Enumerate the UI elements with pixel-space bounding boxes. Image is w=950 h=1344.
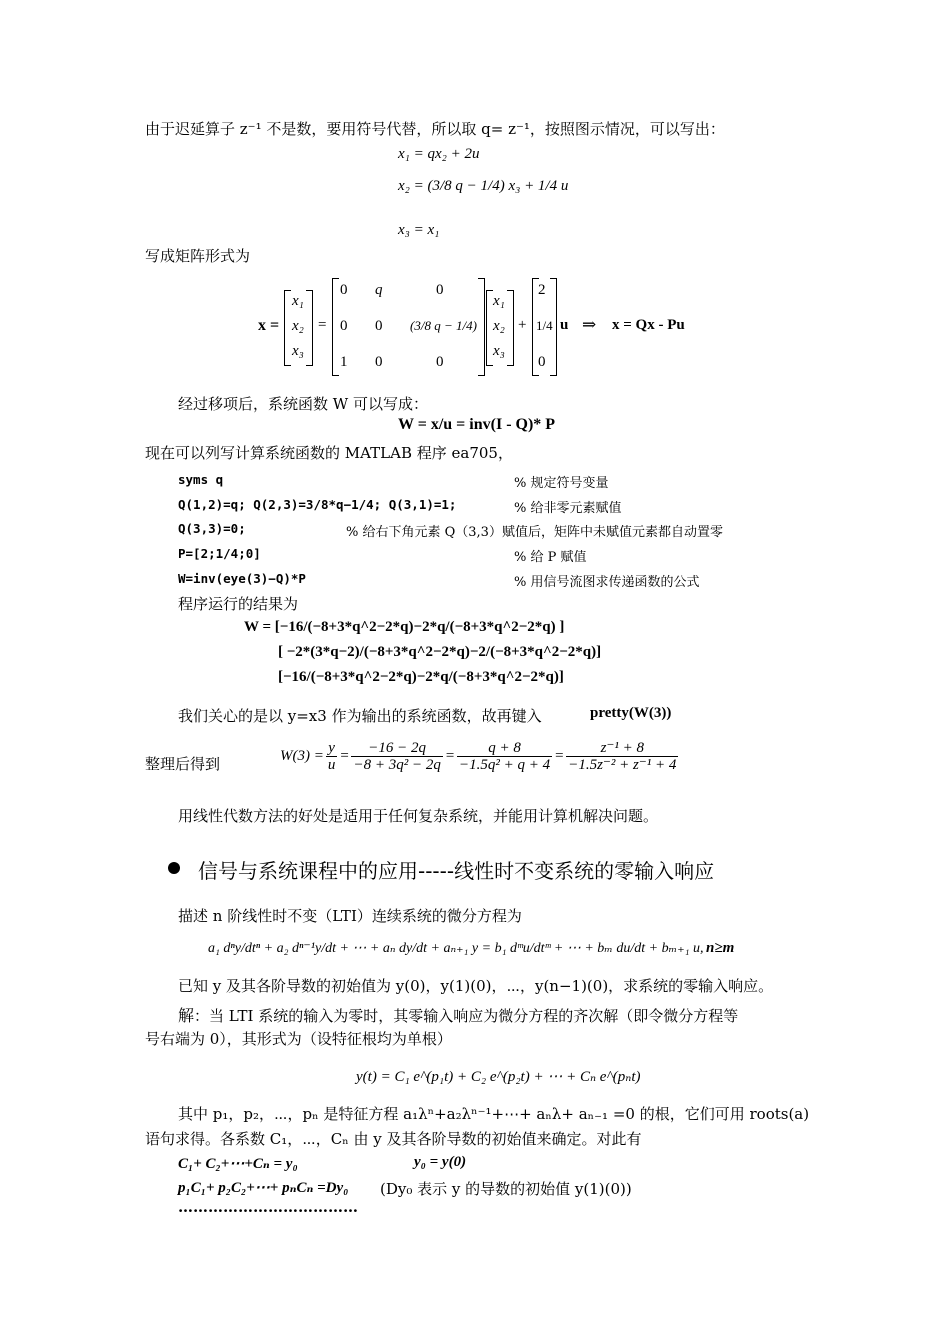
intro-paragraph: 由于迟延算子 z⁻¹ 不是数，要用符号代替，所以取 q= z⁻¹，按照图示情况，可以写出： [145, 120, 725, 138]
implies-arrow: ⇒ [582, 315, 597, 334]
w3-frac-3: $\frac{q + 8}{\text{−1.5q² + q + 4}}$ [458, 740, 551, 773]
vec-x1: x₁ [292, 293, 304, 309]
bullet-icon [168, 862, 180, 874]
q-cell-32: 0 [375, 354, 383, 370]
w3-frac-4: $\frac{\text{z⁻¹ + 8}}{\text{−1.5z⁻² + z⁻¹ + 4}}$ [568, 740, 677, 773]
yt-equation: y(t) = C₁ e^(p₁t) + C₂ e^(p₂t) + ⋯ + Cₙ e^(pₙt) [356, 1069, 641, 1085]
equation-x1: x₁ = qx₂ + 2u [398, 146, 480, 162]
matrix-result: x = Qx - Pu [612, 317, 685, 333]
code-comment-4: % 给 P 赋值 [514, 550, 587, 565]
arrange-label: 整理后得到 [145, 755, 221, 773]
q-cell-33: 0 [436, 354, 444, 370]
q-bracket-left [332, 278, 339, 376]
q-cell-21: 0 [340, 318, 348, 334]
system-eq-1: C₁+ C₂+⋯+Cₙ = y₀ [178, 1156, 298, 1172]
care-cmd: pretty(W(3)) [590, 705, 672, 721]
code-line-1: syms q [178, 472, 224, 487]
matrix-lhs: x = [258, 317, 280, 334]
solution-line-1 [178, 1003, 738, 1026]
vec-x3: x₃ [292, 343, 304, 359]
equation-x2: x₂ = (3/8 q − 1/4) x₃ + 1/4 u [398, 178, 569, 194]
result-line-2: [ −2*(3*q−2)/(−8+3*q^2−2*q)−2/(−8+3*q^2−2*q)] [278, 644, 602, 660]
p-cell-3: 0 [538, 354, 546, 370]
p-cell-1: 2 [538, 282, 546, 298]
solution-label: 解 [178, 1006, 195, 1025]
describe-text: 描述 n 阶线性时不变（LTI）连续系统的微分方程为 [178, 907, 522, 925]
q-cell-22: 0 [375, 318, 383, 334]
code-comment-3: % 给右下角元素 Q（3,3）赋值后，矩阵中未赋值元素都自动置零 [346, 525, 723, 540]
vec2-x1: x₁ [493, 293, 505, 309]
q-cell-31: 1 [340, 354, 348, 370]
q-cell-12: q [375, 282, 383, 298]
solution-line-2: 号右端为 0），其形式为（设特征根均为单根） [145, 1030, 452, 1048]
vec-x2: x₂ [292, 318, 304, 334]
ode-condition: n≥m [706, 940, 735, 956]
where-text: 其中 p₁，p₂，⋯，pₙ 是特征方程 a₁λⁿ+a₂λⁿ⁻¹+⋯+ aₙλ+ aₙ₋₁ =0 的根，它们可用 roots(a) [178, 1105, 810, 1123]
q-bracket-right [478, 278, 485, 376]
p-cell-2: 1/4 [536, 318, 553, 333]
section-heading: 信号与系统课程中的应用-----线性时不变系统的零输入响应 [198, 859, 715, 883]
plus-sign: + [518, 317, 527, 333]
code-line-2: Q(1,2)=q; Q(2,3)=3/8*q−1/4; Q(3,1)=1; [178, 497, 457, 512]
solution-text: ：当 LTI 系统的输入为零时，其零输入响应为微分方程的齐次解（即令微分方程等 [194, 1007, 739, 1025]
vec-bracket-right [306, 290, 313, 366]
p-bracket-right [550, 278, 557, 376]
matlab-intro: 现在可以列写计算系统函数的 MATLAB 程序 ea705， [145, 444, 513, 462]
w3-lhs: W(3) = [280, 748, 324, 764]
ellipsis-line: ……………………………… [178, 1198, 358, 1216]
where-text-2: 语句求得。各系数 C₁，⋯，Cₙ 由 y 及其各阶导数的初始值来确定。对此有 [145, 1130, 642, 1148]
system-eq-2: p₁C₁+ p₂C₂+⋯+ pₙCₙ =Dy₀ [178, 1180, 349, 1196]
code-comment-2: % 给非零元素赋值 [514, 501, 622, 516]
vec2-bracket-right [507, 290, 514, 366]
code-line-4: P=[2;1/4;0] [178, 546, 261, 561]
w3-frac-2: $\frac{-16 - 2q}{\text{−8 + 3q² − 2q}}$ [353, 740, 441, 773]
matrix-intro: 写成矩阵形式为 [145, 247, 251, 265]
q-cell-23: (3/8 q − 1/4) [410, 318, 477, 333]
result-intro: 程序运行的结果为 [178, 595, 299, 613]
equals-sign: = [318, 317, 327, 333]
ode-equation: a₁ dⁿy/dtⁿ + a₂ dⁿ⁻¹y/dt + ⋯ + aₙ dy/dt + aₙ₊₁ y = b₁ dᵐu/dtᵐ + ⋯ + bₘ du/dt + bₘ₊₁ u, [208, 941, 704, 956]
system-eq-2-right: (Dy₀ 表示 y 的导数的初始值 y(1)(0)) [380, 1180, 632, 1198]
advantage-text: 用线性代数方法的好处是适用于任何复杂系统，并能用计算机解决问题。 [178, 807, 659, 825]
vec-bracket-left [284, 290, 291, 366]
w3-expression: W(3) = $\frac{y}{u}$ = $\frac{-16 - 2q}{\text{−8 + 3q² − 2q}}$ = $\frac{q + 8}{\text{−1.5q² + q + 4}}$ = $\frac{\text{z⁻¹ + 8}}{\text{−1.5z⁻² + z⁻¹ + 4}}$ [280, 740, 677, 773]
w3-frac-1: $\frac{y}{u}$ [327, 740, 336, 773]
code-line-5: W=inv(eye(3)−Q)*P [178, 571, 306, 586]
q-cell-13: 0 [436, 282, 444, 298]
equation-x3: x₃ = x₁ [398, 222, 440, 238]
matrix-u: u [560, 317, 569, 333]
result-line-3: [−16/(−8+3*q^2−2*q)−2*q/(−8+3*q^2−2*q)] [278, 669, 564, 685]
code-comment-1: % 规定符号变量 [514, 476, 609, 491]
after-move-text: 经过移项后，系统函数 W 可以写成： [178, 395, 428, 413]
result-line-1: W = [−16/(−8+3*q^2−2*q)−2*q/(−8+3*q^2−2*q) ] [244, 619, 565, 635]
w-formula: W = x/u = inv(I - Q)* P [398, 416, 556, 433]
code-comment-5: % 用信号流图求传递函数的公式 [514, 575, 700, 590]
vec2-x2: x₂ [493, 318, 505, 334]
vec2-x3: x₃ [493, 343, 505, 359]
code-line-3: Q(3,3)=0; [178, 521, 246, 536]
q-cell-11: 0 [340, 282, 348, 298]
system-eq-1-right: y₀ = y(0) [414, 1154, 467, 1170]
known-text: 已知 y 及其各阶导数的初始值为 y(0)，y(1)(0)，⋯，y(n−1)(0)，求系统的零输入响应。 [178, 977, 774, 995]
vec2-bracket-left [486, 290, 493, 366]
care-text: 我们关心的是以 y=x3 作为输出的系统函数，故再键入 [178, 707, 542, 725]
